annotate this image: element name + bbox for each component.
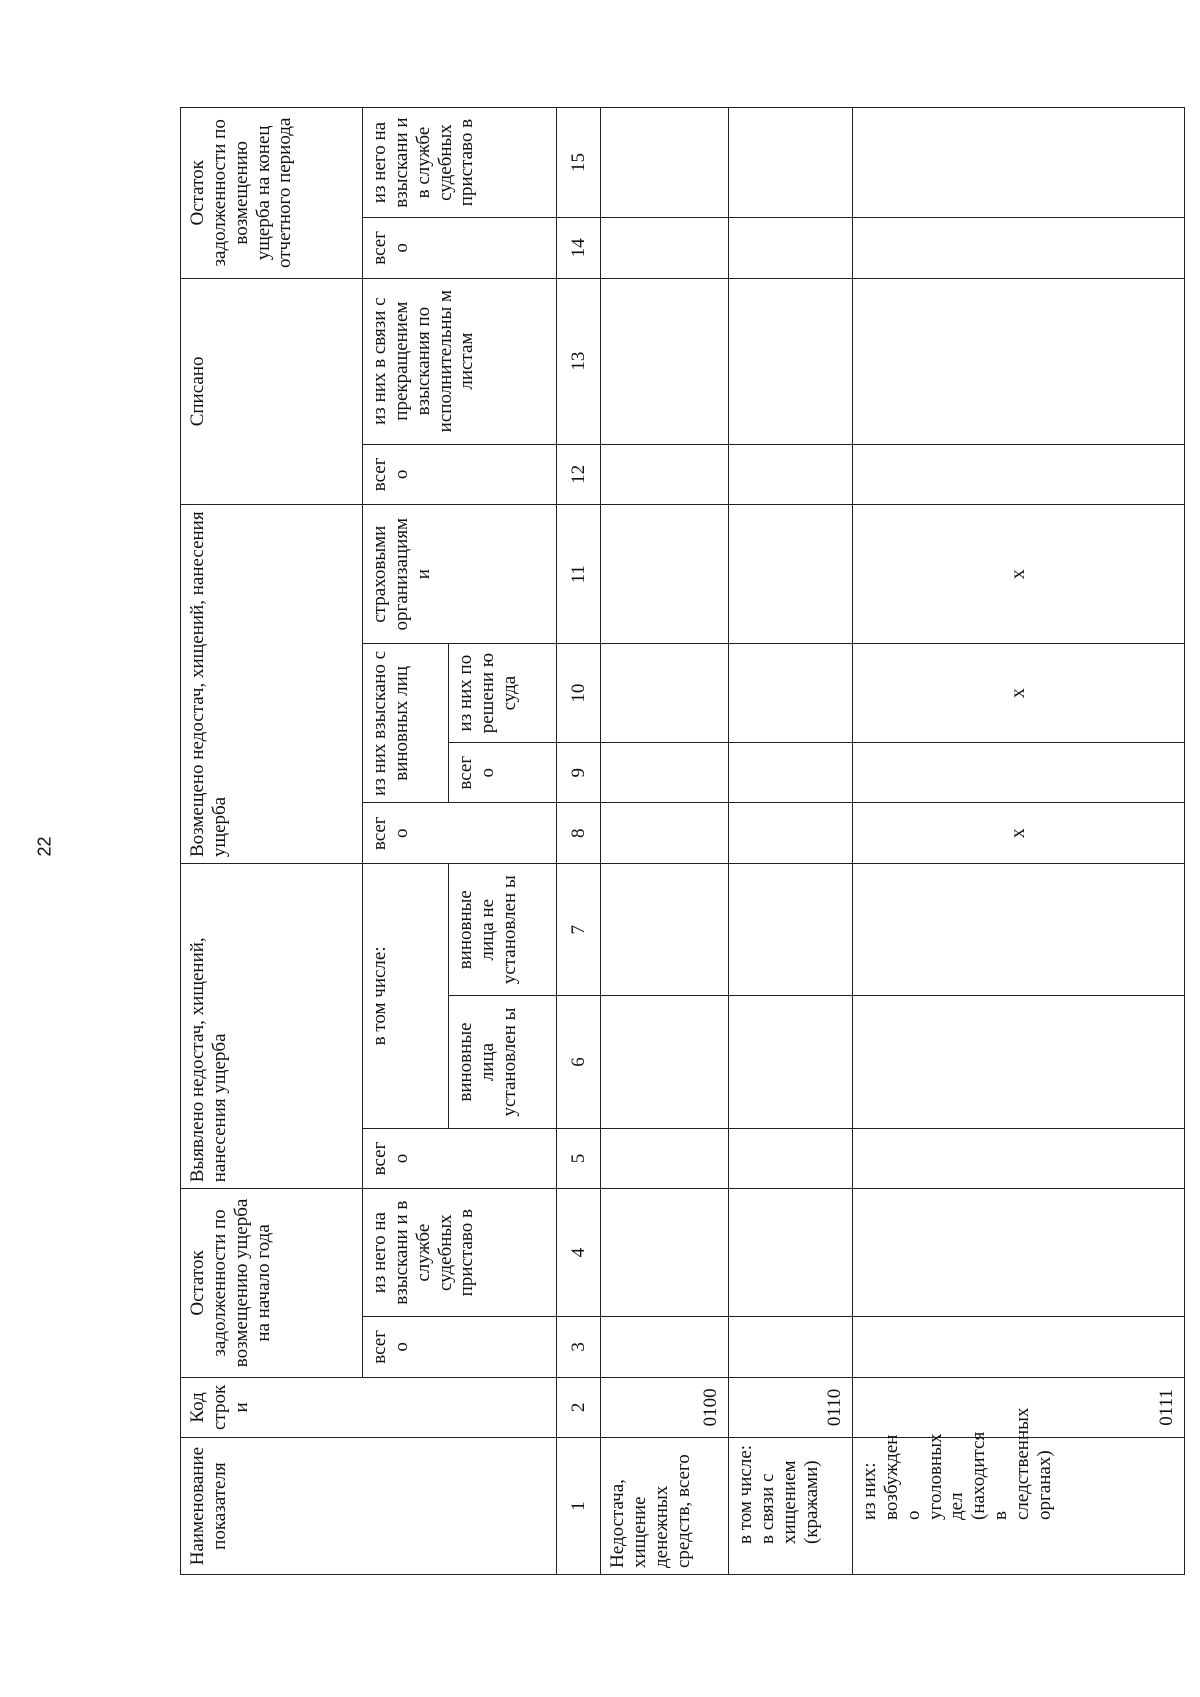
- col-number: 3: [557, 1317, 601, 1378]
- row-name: в том числе: в связи с хищением (кражами): [729, 1438, 853, 1575]
- col-number: 14: [557, 218, 601, 279]
- col-number: 1: [557, 1438, 601, 1575]
- cell: [853, 218, 1185, 279]
- cell: x: [853, 644, 1185, 743]
- header-code: Код строк и: [181, 1377, 557, 1438]
- row-code: 0100: [601, 1377, 729, 1438]
- table-row: [601, 108, 729, 1575]
- row-name: из них: возбужден о уголовных дел (находится в следственных органах): [853, 1438, 1185, 1575]
- col-number: 9: [557, 742, 601, 803]
- rotated-table-container: [180, 107, 1185, 1575]
- header-closing-total: всег о: [363, 218, 557, 279]
- cell: [853, 996, 1185, 1128]
- header-compensated-total: всег о: [363, 803, 557, 864]
- cell: [601, 108, 729, 218]
- col-number: 13: [557, 278, 601, 444]
- col-number: 4: [557, 1189, 601, 1317]
- cell: x: [853, 803, 1185, 864]
- cell: [853, 864, 1185, 996]
- col-number: 2: [557, 1377, 601, 1438]
- header-name: Наименование показателя: [181, 1438, 557, 1575]
- col-number: 7: [557, 864, 601, 996]
- header-written-off-total: всег о: [363, 444, 557, 505]
- row-code: 0110: [729, 1377, 853, 1438]
- header-identified-total: всег о: [363, 1128, 557, 1189]
- damage-report-table: [180, 107, 1185, 1575]
- cell: [853, 742, 1185, 803]
- cell: [601, 218, 729, 279]
- col-number: 6: [557, 996, 601, 1128]
- header-written-off-writs: из них в связи с прекращением взыскания по исполнительны м листам: [363, 278, 557, 444]
- col-number: 11: [557, 505, 601, 644]
- cell: [601, 996, 729, 1128]
- cell: [601, 505, 729, 644]
- cell: [853, 1317, 1185, 1378]
- cell: [729, 278, 853, 444]
- row-code: 0111: [853, 1377, 1185, 1438]
- cell: [729, 803, 853, 864]
- cell: [853, 1189, 1185, 1317]
- cell: [729, 505, 853, 644]
- cell: x: [853, 505, 1185, 644]
- cell: [729, 742, 853, 803]
- cell: [853, 278, 1185, 444]
- page-number: 22: [34, 836, 55, 857]
- header-culprits-not-identified: виновные лица не установлен ы: [449, 864, 557, 996]
- col-number: 10: [557, 644, 601, 743]
- cell: [601, 1189, 729, 1317]
- cell: [729, 1317, 853, 1378]
- cell: [601, 278, 729, 444]
- header-closing-bailiffs: из него на взыскани и в службе судебных приставо в: [363, 108, 557, 218]
- column-numbers-row: [557, 108, 601, 1575]
- cell: [601, 742, 729, 803]
- cell: [853, 108, 1185, 218]
- cell: [601, 644, 729, 743]
- header-court-decision: из них по решени ю суда: [449, 644, 557, 743]
- cell: [729, 108, 853, 218]
- cell: [601, 1128, 729, 1189]
- cell: [729, 444, 853, 505]
- table-row: [853, 108, 1185, 1575]
- header-culprits-identified: виновные лица установлен ы: [449, 996, 557, 1128]
- header-written-off: Списано: [181, 278, 363, 505]
- header-recovered-culprits: из них взыскано с виновных лиц: [363, 644, 449, 803]
- cell: [601, 803, 729, 864]
- table-row: [729, 108, 853, 1575]
- col-number: 12: [557, 444, 601, 505]
- col-number: 15: [557, 108, 601, 218]
- header-recovered-total: всег о: [449, 742, 557, 803]
- cell: [729, 1128, 853, 1189]
- cell: [853, 1128, 1185, 1189]
- cell: [601, 864, 729, 996]
- header-insurance: страховыми организациям и: [363, 505, 557, 644]
- cell: [601, 1317, 729, 1378]
- header-opening-total: всег о: [363, 1317, 557, 1378]
- header-compensated: Возмещено недостач, хищений, нанесения ущерба: [181, 505, 363, 864]
- cell: [853, 444, 1185, 505]
- cell: [729, 1189, 853, 1317]
- cell: [729, 996, 853, 1128]
- col-number: 8: [557, 803, 601, 864]
- header-identified: Выявлено недостач, хищений, нанесения ущерба: [181, 864, 363, 1189]
- header-including: в том числе:: [363, 864, 449, 1129]
- header-closing-balance: Остаток задолженности по возмещению ущерба на конец отчетного периода: [181, 108, 363, 279]
- header-opening-bailiffs: из него на взыскани и в службе судебных приставо в: [363, 1189, 557, 1317]
- row-name: Недостача, хищение денежных средств, всего: [601, 1438, 729, 1575]
- header-opening-balance: Остаток задолженности по возмещению ущерба на начало года: [181, 1189, 363, 1377]
- cell: [729, 864, 853, 996]
- cell: [601, 444, 729, 505]
- col-number: 5: [557, 1128, 601, 1189]
- cell: [729, 218, 853, 279]
- cell: [729, 644, 853, 743]
